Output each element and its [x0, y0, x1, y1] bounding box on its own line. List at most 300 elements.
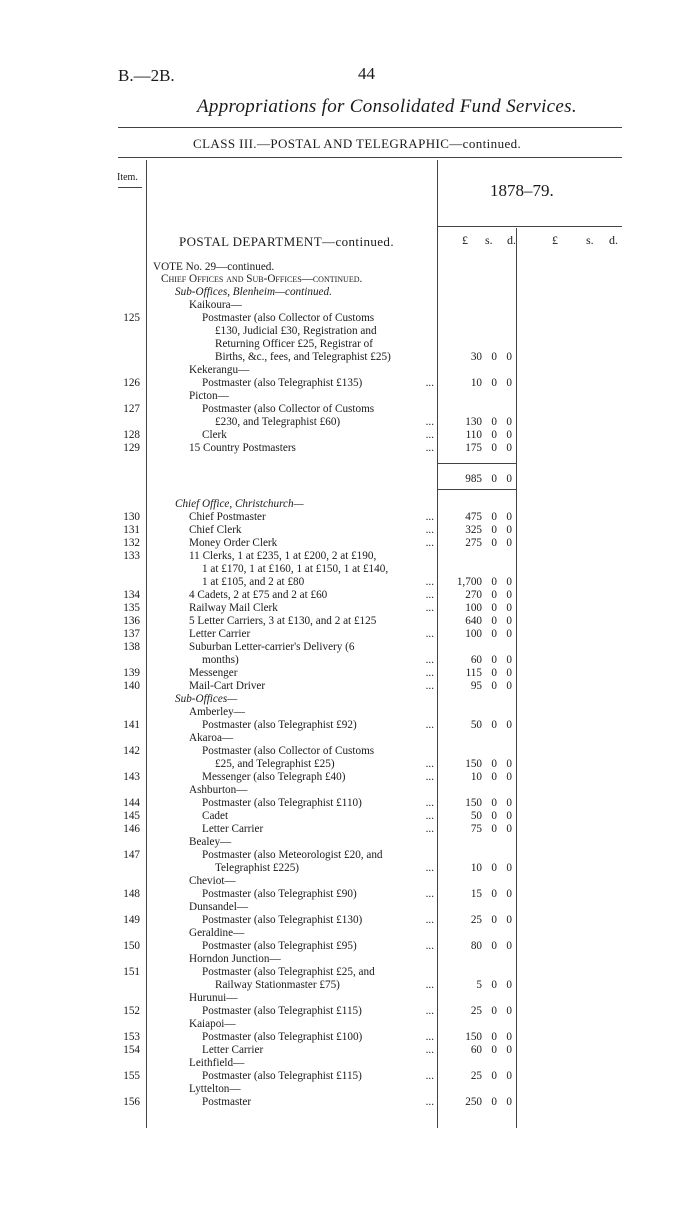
- leader-dots: ...: [425, 416, 434, 428]
- leader-dots: ...: [425, 1096, 434, 1108]
- item-description: VOTE No. 29—continued.: [153, 261, 275, 273]
- leader-dots: ...: [425, 680, 434, 692]
- table-row: [0, 615, 700, 627]
- amount-pence: 0: [506, 615, 512, 627]
- leader-dots: ...: [425, 667, 434, 679]
- amount-shillings: 0: [491, 429, 497, 441]
- item-description: Returning Officer £25, Registrar of: [215, 338, 373, 350]
- table-row: [0, 286, 700, 298]
- amount-pence: 0: [506, 429, 512, 441]
- subtotal-rule: [437, 489, 517, 490]
- table-row: [0, 667, 700, 679]
- leader-dots: ...: [425, 771, 434, 783]
- table-row: [0, 654, 700, 666]
- item-description: Lyttelton—: [189, 1083, 241, 1095]
- table-row: [0, 953, 700, 965]
- item-description: £130, Judicial £30, Registration and: [215, 325, 377, 337]
- amount-pounds: 275: [465, 537, 482, 549]
- amount-pounds: 10: [470, 771, 482, 783]
- leader-dots: ...: [425, 979, 434, 991]
- table-row: [0, 273, 700, 285]
- table-row: [0, 797, 700, 809]
- amount-pence: 0: [506, 1096, 512, 1108]
- amount-pounds: 150: [465, 797, 482, 809]
- item-description: Postmaster (also Collector of Customs: [202, 403, 375, 415]
- amount-pence: 0: [506, 473, 512, 485]
- leader-dots: ...: [425, 940, 434, 952]
- shillings-header: s.: [485, 233, 493, 247]
- table-row: [0, 888, 700, 900]
- amount-shillings: 0: [491, 537, 497, 549]
- shillings-header-2: s.: [586, 233, 594, 247]
- amount-shillings: 0: [491, 888, 497, 900]
- amount-shillings: 0: [491, 667, 497, 679]
- item-number: 132: [123, 537, 140, 549]
- item-description: Postmaster (also Telegraphist £92): [202, 719, 357, 731]
- amount-pence: 0: [506, 537, 512, 549]
- pounds-header: £: [462, 233, 468, 247]
- table-row: [0, 1018, 700, 1030]
- leader-dots: ...: [425, 654, 434, 666]
- item-number: 145: [123, 810, 140, 822]
- amount-pence: 0: [506, 576, 512, 588]
- table-row: [0, 576, 700, 588]
- leader-dots: ...: [425, 862, 434, 874]
- amount-pounds: 325: [465, 524, 482, 536]
- amount-pounds: 60: [470, 654, 482, 666]
- item-description: Postmaster (also Telegraphist £25, and: [202, 966, 375, 978]
- amount-pounds: 25: [470, 1005, 482, 1017]
- table-row: [0, 325, 700, 337]
- item-number: 154: [123, 1044, 140, 1056]
- item-description: Postmaster (also Telegraphist £130): [202, 914, 363, 926]
- item-number: 137: [123, 628, 140, 640]
- table-row: [0, 364, 700, 376]
- amount-pounds: 100: [465, 628, 482, 640]
- item-description: Horndon Junction—: [189, 953, 281, 965]
- table-row: [0, 511, 700, 523]
- table-row: [0, 390, 700, 402]
- amount-shillings: 0: [491, 602, 497, 614]
- amount-shillings: 0: [491, 511, 497, 523]
- table-row: [0, 1031, 700, 1043]
- leader-dots: ...: [425, 719, 434, 731]
- table-row: [0, 1083, 700, 1095]
- amount-shillings: 0: [491, 1005, 497, 1017]
- item-description: Geraldine—: [189, 927, 245, 939]
- amount-pounds: 175: [465, 442, 482, 454]
- item-description: Postmaster (also Telegraphist £95): [202, 940, 357, 952]
- amount-pounds: 10: [470, 377, 482, 389]
- item-number: 139: [123, 667, 140, 679]
- amount-shillings: 0: [491, 377, 497, 389]
- item-description: Births, &c., fees, and Telegraphist £25): [215, 351, 391, 363]
- item-description: Chief Office, Christchurch—: [175, 498, 304, 510]
- item-number: 136: [123, 615, 140, 627]
- amount-shillings: 0: [491, 615, 497, 627]
- amount-pence: 0: [506, 1044, 512, 1056]
- subtotal-rule: [437, 463, 517, 464]
- leader-dots: ...: [425, 1070, 434, 1082]
- table-row: [0, 940, 700, 952]
- item-number: 131: [123, 524, 140, 536]
- item-description: Amberley—: [189, 706, 245, 718]
- amount-pence: 0: [506, 680, 512, 692]
- table-row: [0, 524, 700, 536]
- amount-pounds: 250: [465, 1096, 482, 1108]
- item-description: Chief Postmaster: [189, 511, 266, 523]
- table-row: [0, 498, 700, 510]
- item-description: Postmaster (also Telegraphist £110): [202, 797, 362, 809]
- table-row: [0, 537, 700, 549]
- table-row: [0, 416, 700, 428]
- leader-dots: ...: [425, 576, 434, 588]
- amount-pence: 0: [506, 979, 512, 991]
- department-heading: POSTAL DEPARTMENT—continued.: [179, 234, 394, 249]
- item-number: 152: [123, 1005, 140, 1017]
- page-title: Appropriations for Consolidated Fund Services.: [197, 96, 577, 117]
- item-number: 133: [123, 550, 140, 562]
- leader-dots: ...: [425, 823, 434, 835]
- amount-shillings: 0: [491, 810, 497, 822]
- amount-pounds: 15: [470, 888, 482, 900]
- item-number: 146: [123, 823, 140, 835]
- item-description: Postmaster: [202, 1096, 252, 1108]
- item-description: Messenger: [189, 667, 238, 679]
- item-description: Postmaster (also Telegraphist £115): [202, 1070, 362, 1082]
- document-reference: B.—2B.: [118, 66, 175, 85]
- amount-shillings: 0: [491, 1070, 497, 1082]
- item-description: Messenger (also Telegraph £40): [202, 771, 346, 783]
- amount-pence: 0: [506, 602, 512, 614]
- table-row: [0, 602, 700, 614]
- amount-shillings: 0: [491, 524, 497, 536]
- amount-pounds: 130: [465, 416, 482, 428]
- table-row: [0, 403, 700, 415]
- item-description: 15 Country Postmasters: [189, 442, 296, 454]
- class-rule: [118, 157, 622, 158]
- amount-pence: 0: [506, 351, 512, 363]
- amount-shillings: 0: [491, 979, 497, 991]
- table-row: [0, 966, 700, 978]
- amount-pounds: 150: [465, 1031, 482, 1043]
- amount-pounds: 1,700: [456, 576, 482, 588]
- item-description: Chief Offices and Sub-Offices—continued.: [161, 273, 363, 285]
- leader-dots: ...: [425, 888, 434, 900]
- table-row: [0, 377, 700, 389]
- leader-dots: ...: [425, 429, 434, 441]
- amount-pence: 0: [506, 810, 512, 822]
- amount-pounds: 100: [465, 602, 482, 614]
- leader-dots: ...: [425, 628, 434, 640]
- amount-shillings: 0: [491, 862, 497, 874]
- table-row: [0, 473, 700, 485]
- amount-shillings: 0: [491, 628, 497, 640]
- leader-dots: ...: [425, 810, 434, 822]
- amount-pence: 0: [506, 416, 512, 428]
- item-description: Akaroa—: [189, 732, 234, 744]
- table-row: [0, 914, 700, 926]
- item-number: 150: [123, 940, 140, 952]
- amount-pence: 0: [506, 888, 512, 900]
- item-description: Letter Carrier: [202, 1044, 264, 1056]
- table-row: [0, 312, 700, 324]
- amount-pounds: 75: [470, 823, 482, 835]
- amount-shillings: 0: [491, 589, 497, 601]
- item-description: Sub-Offices, Blenheim—continued.: [175, 286, 332, 298]
- amount-shillings: 0: [491, 351, 497, 363]
- item-description: Mail-Cart Driver: [189, 680, 266, 692]
- table-row: [0, 784, 700, 796]
- table-row: [0, 719, 700, 731]
- amount-shillings: 0: [491, 680, 497, 692]
- amount-pounds: 60: [470, 1044, 482, 1056]
- leader-dots: ...: [425, 602, 434, 614]
- amount-pounds: 150: [465, 758, 482, 770]
- item-description: Letter Carrier: [189, 628, 251, 640]
- amount-pence: 0: [506, 511, 512, 523]
- amount-shillings: 0: [491, 576, 497, 588]
- leader-dots: ...: [425, 442, 434, 454]
- item-number: 129: [123, 442, 140, 454]
- item-description: Railway Stationmaster £75): [215, 979, 340, 991]
- table-row: [0, 758, 700, 770]
- amount-pounds: 50: [470, 719, 482, 731]
- table-row: [0, 641, 700, 653]
- amount-shillings: 0: [491, 1096, 497, 1108]
- item-description: 5 Letter Carriers, 3 at £130, and 2 at £125: [189, 615, 377, 627]
- amount-pence: 0: [506, 1005, 512, 1017]
- item-number: 134: [123, 589, 140, 601]
- table-row: [0, 563, 700, 575]
- class-heading: CLASS III.—POSTAL AND TELEGRAPHIC—continued.: [193, 136, 522, 151]
- leader-dots: ...: [425, 1044, 434, 1056]
- item-description: Postmaster (also Telegraphist £90): [202, 888, 357, 900]
- item-number: 155: [123, 1070, 140, 1082]
- item-description: Postmaster (also Collector of Customs: [202, 745, 375, 757]
- amount-shillings: 0: [491, 771, 497, 783]
- amount-pence: 0: [506, 589, 512, 601]
- amount-pounds: 475: [465, 511, 482, 523]
- amount-pounds: 50: [470, 810, 482, 822]
- table-row: [0, 1070, 700, 1082]
- amount-shillings: 0: [491, 823, 497, 835]
- amount-pence: 0: [506, 719, 512, 731]
- amount-shillings: 0: [491, 940, 497, 952]
- item-description: 11 Clerks, 1 at £235, 1 at £200, 2 at £190,: [189, 550, 377, 562]
- table-row: [0, 261, 700, 273]
- leader-dots: ...: [425, 914, 434, 926]
- item-description: Dunsandel—: [189, 901, 249, 913]
- table-row: [0, 927, 700, 939]
- leader-dots: ...: [425, 377, 434, 389]
- amount-pounds: 5: [476, 979, 482, 991]
- table-row: [0, 823, 700, 835]
- amount-pence: 0: [506, 914, 512, 926]
- amount-pounds: 270: [465, 589, 482, 601]
- item-header-rule: [118, 187, 142, 188]
- table-row: [0, 979, 700, 991]
- item-description: Kaikoura—: [189, 299, 242, 311]
- table-row: [0, 351, 700, 363]
- item-description: Telegraphist £225): [215, 862, 300, 874]
- item-description: months): [202, 654, 239, 666]
- table-row: [0, 875, 700, 887]
- table-row: [0, 338, 700, 350]
- item-description: Money Order Clerk: [189, 537, 278, 549]
- item-description: Ashburton—: [189, 784, 248, 796]
- pence-header: d.: [507, 233, 516, 247]
- amount-shillings: 0: [491, 1044, 497, 1056]
- amount-shillings: 0: [491, 416, 497, 428]
- item-description: Postmaster (also Telegraphist £115): [202, 1005, 362, 1017]
- item-number: 125: [123, 312, 140, 324]
- leader-dots: ...: [425, 1031, 434, 1043]
- leader-dots: ...: [425, 797, 434, 809]
- amount-shillings: 0: [491, 719, 497, 731]
- item-description: Sub-Offices—: [175, 693, 238, 705]
- table-row: [0, 901, 700, 913]
- item-number: 141: [123, 719, 140, 731]
- table-row: [0, 732, 700, 744]
- table-row: [0, 1057, 700, 1069]
- table-row: [0, 442, 700, 454]
- table-row: [0, 680, 700, 692]
- item-number: 148: [123, 888, 140, 900]
- amount-pence: 0: [506, 797, 512, 809]
- leader-dots: ...: [425, 589, 434, 601]
- item-description: Postmaster (also Telegraphist £135): [202, 377, 363, 389]
- pence-header-2: d.: [609, 233, 618, 247]
- item-description: Bealey—: [189, 836, 232, 848]
- amount-pence: 0: [506, 654, 512, 666]
- amount-shillings: 0: [491, 758, 497, 770]
- amount-pounds: 115: [465, 667, 482, 679]
- amount-pounds: 25: [470, 1070, 482, 1082]
- item-description: Kaiapoi—: [189, 1018, 236, 1030]
- table-row: [0, 1044, 700, 1056]
- item-number: 151: [123, 966, 140, 978]
- item-description: Kekerangu—: [189, 364, 250, 376]
- amount-pounds: 80: [470, 940, 482, 952]
- item-number: 149: [123, 914, 140, 926]
- amount-pounds: 25: [470, 914, 482, 926]
- item-number: 138: [123, 641, 140, 653]
- table-row: [0, 628, 700, 640]
- item-number: 142: [123, 745, 140, 757]
- amount-pence: 0: [506, 862, 512, 874]
- item-description: Hurunui—: [189, 992, 238, 1004]
- item-number: 140: [123, 680, 140, 692]
- item-number: 153: [123, 1031, 140, 1043]
- pounds-header-2: £: [552, 233, 558, 247]
- table-row: [0, 862, 700, 874]
- item-description: Letter Carrier: [202, 823, 264, 835]
- amount-shillings: 0: [491, 442, 497, 454]
- item-description: Postmaster (also Meteorologist £20, and: [202, 849, 383, 861]
- table-row: [0, 706, 700, 718]
- amount-shillings: 0: [491, 473, 497, 485]
- table-row: [0, 299, 700, 311]
- amount-shillings: 0: [491, 797, 497, 809]
- item-description: Suburban Letter-carrier's Delivery (6: [189, 641, 355, 653]
- table-row: [0, 1096, 700, 1108]
- amount-shillings: 0: [491, 914, 497, 926]
- table-row: [0, 771, 700, 783]
- item-description: Picton—: [189, 390, 229, 402]
- item-description: 1 at £170, 1 at £160, 1 at £150, 1 at £140,: [202, 563, 389, 575]
- table-row: [0, 1005, 700, 1017]
- item-number: 147: [123, 849, 140, 861]
- leader-dots: ...: [425, 1005, 434, 1017]
- leader-dots: ...: [425, 511, 434, 523]
- table-row: [0, 810, 700, 822]
- item-description: Cheviot—: [189, 875, 236, 887]
- table-row: [0, 429, 700, 441]
- leader-dots: ...: [425, 537, 434, 549]
- table-row: [0, 550, 700, 562]
- amount-pence: 0: [506, 524, 512, 536]
- leader-dots: ...: [425, 758, 434, 770]
- item-number: 130: [123, 511, 140, 523]
- table-row: [0, 693, 700, 705]
- amount-pounds: 30: [470, 351, 482, 363]
- item-description: £230, and Telegraphist £60): [215, 416, 341, 428]
- amount-pence: 0: [506, 1070, 512, 1082]
- amount-pence: 0: [506, 771, 512, 783]
- amount-pence: 0: [506, 823, 512, 835]
- item-number: 127: [123, 403, 140, 415]
- amount-pounds: 95: [470, 680, 482, 692]
- amount-pence: 0: [506, 667, 512, 679]
- amount-pence: 0: [506, 1031, 512, 1043]
- leader-dots: ...: [425, 524, 434, 536]
- table-row: [0, 849, 700, 861]
- item-description: 1 at £105, and 2 at £80: [202, 576, 305, 588]
- item-number: 126: [123, 377, 140, 389]
- amount-shillings: 0: [491, 1031, 497, 1043]
- table-row: [0, 992, 700, 1004]
- table-row: [0, 836, 700, 848]
- item-column-header: Item.: [117, 172, 138, 183]
- table-row: [0, 589, 700, 601]
- item-description: £25, and Telegraphist £25): [215, 758, 335, 770]
- title-rule: [118, 127, 622, 128]
- amount-pence: 0: [506, 940, 512, 952]
- item-description: Railway Mail Clerk: [189, 602, 278, 614]
- item-number: 143: [123, 771, 140, 783]
- item-description: Postmaster (also Telegraphist £100): [202, 1031, 363, 1043]
- amount-pence: 0: [506, 442, 512, 454]
- item-number: 144: [123, 797, 140, 809]
- amount-shillings: 0: [491, 654, 497, 666]
- item-description: 4 Cadets, 2 at £75 and 2 at £60: [189, 589, 328, 601]
- page-number: 44: [358, 64, 375, 83]
- year-header-rule: [437, 226, 622, 227]
- amount-pounds: 10: [470, 862, 482, 874]
- amount-pence: 0: [506, 758, 512, 770]
- item-description: Chief Clerk: [189, 524, 242, 536]
- item-number: 128: [123, 429, 140, 441]
- item-description: Clerk: [202, 429, 227, 441]
- item-description: Leithfield—: [189, 1057, 245, 1069]
- item-description: Cadet: [202, 810, 229, 822]
- amount-pence: 0: [506, 628, 512, 640]
- year-heading: 1878–79.: [490, 181, 554, 200]
- amount-pounds: 110: [465, 429, 482, 441]
- item-number: 135: [123, 602, 140, 614]
- table-row: [0, 745, 700, 757]
